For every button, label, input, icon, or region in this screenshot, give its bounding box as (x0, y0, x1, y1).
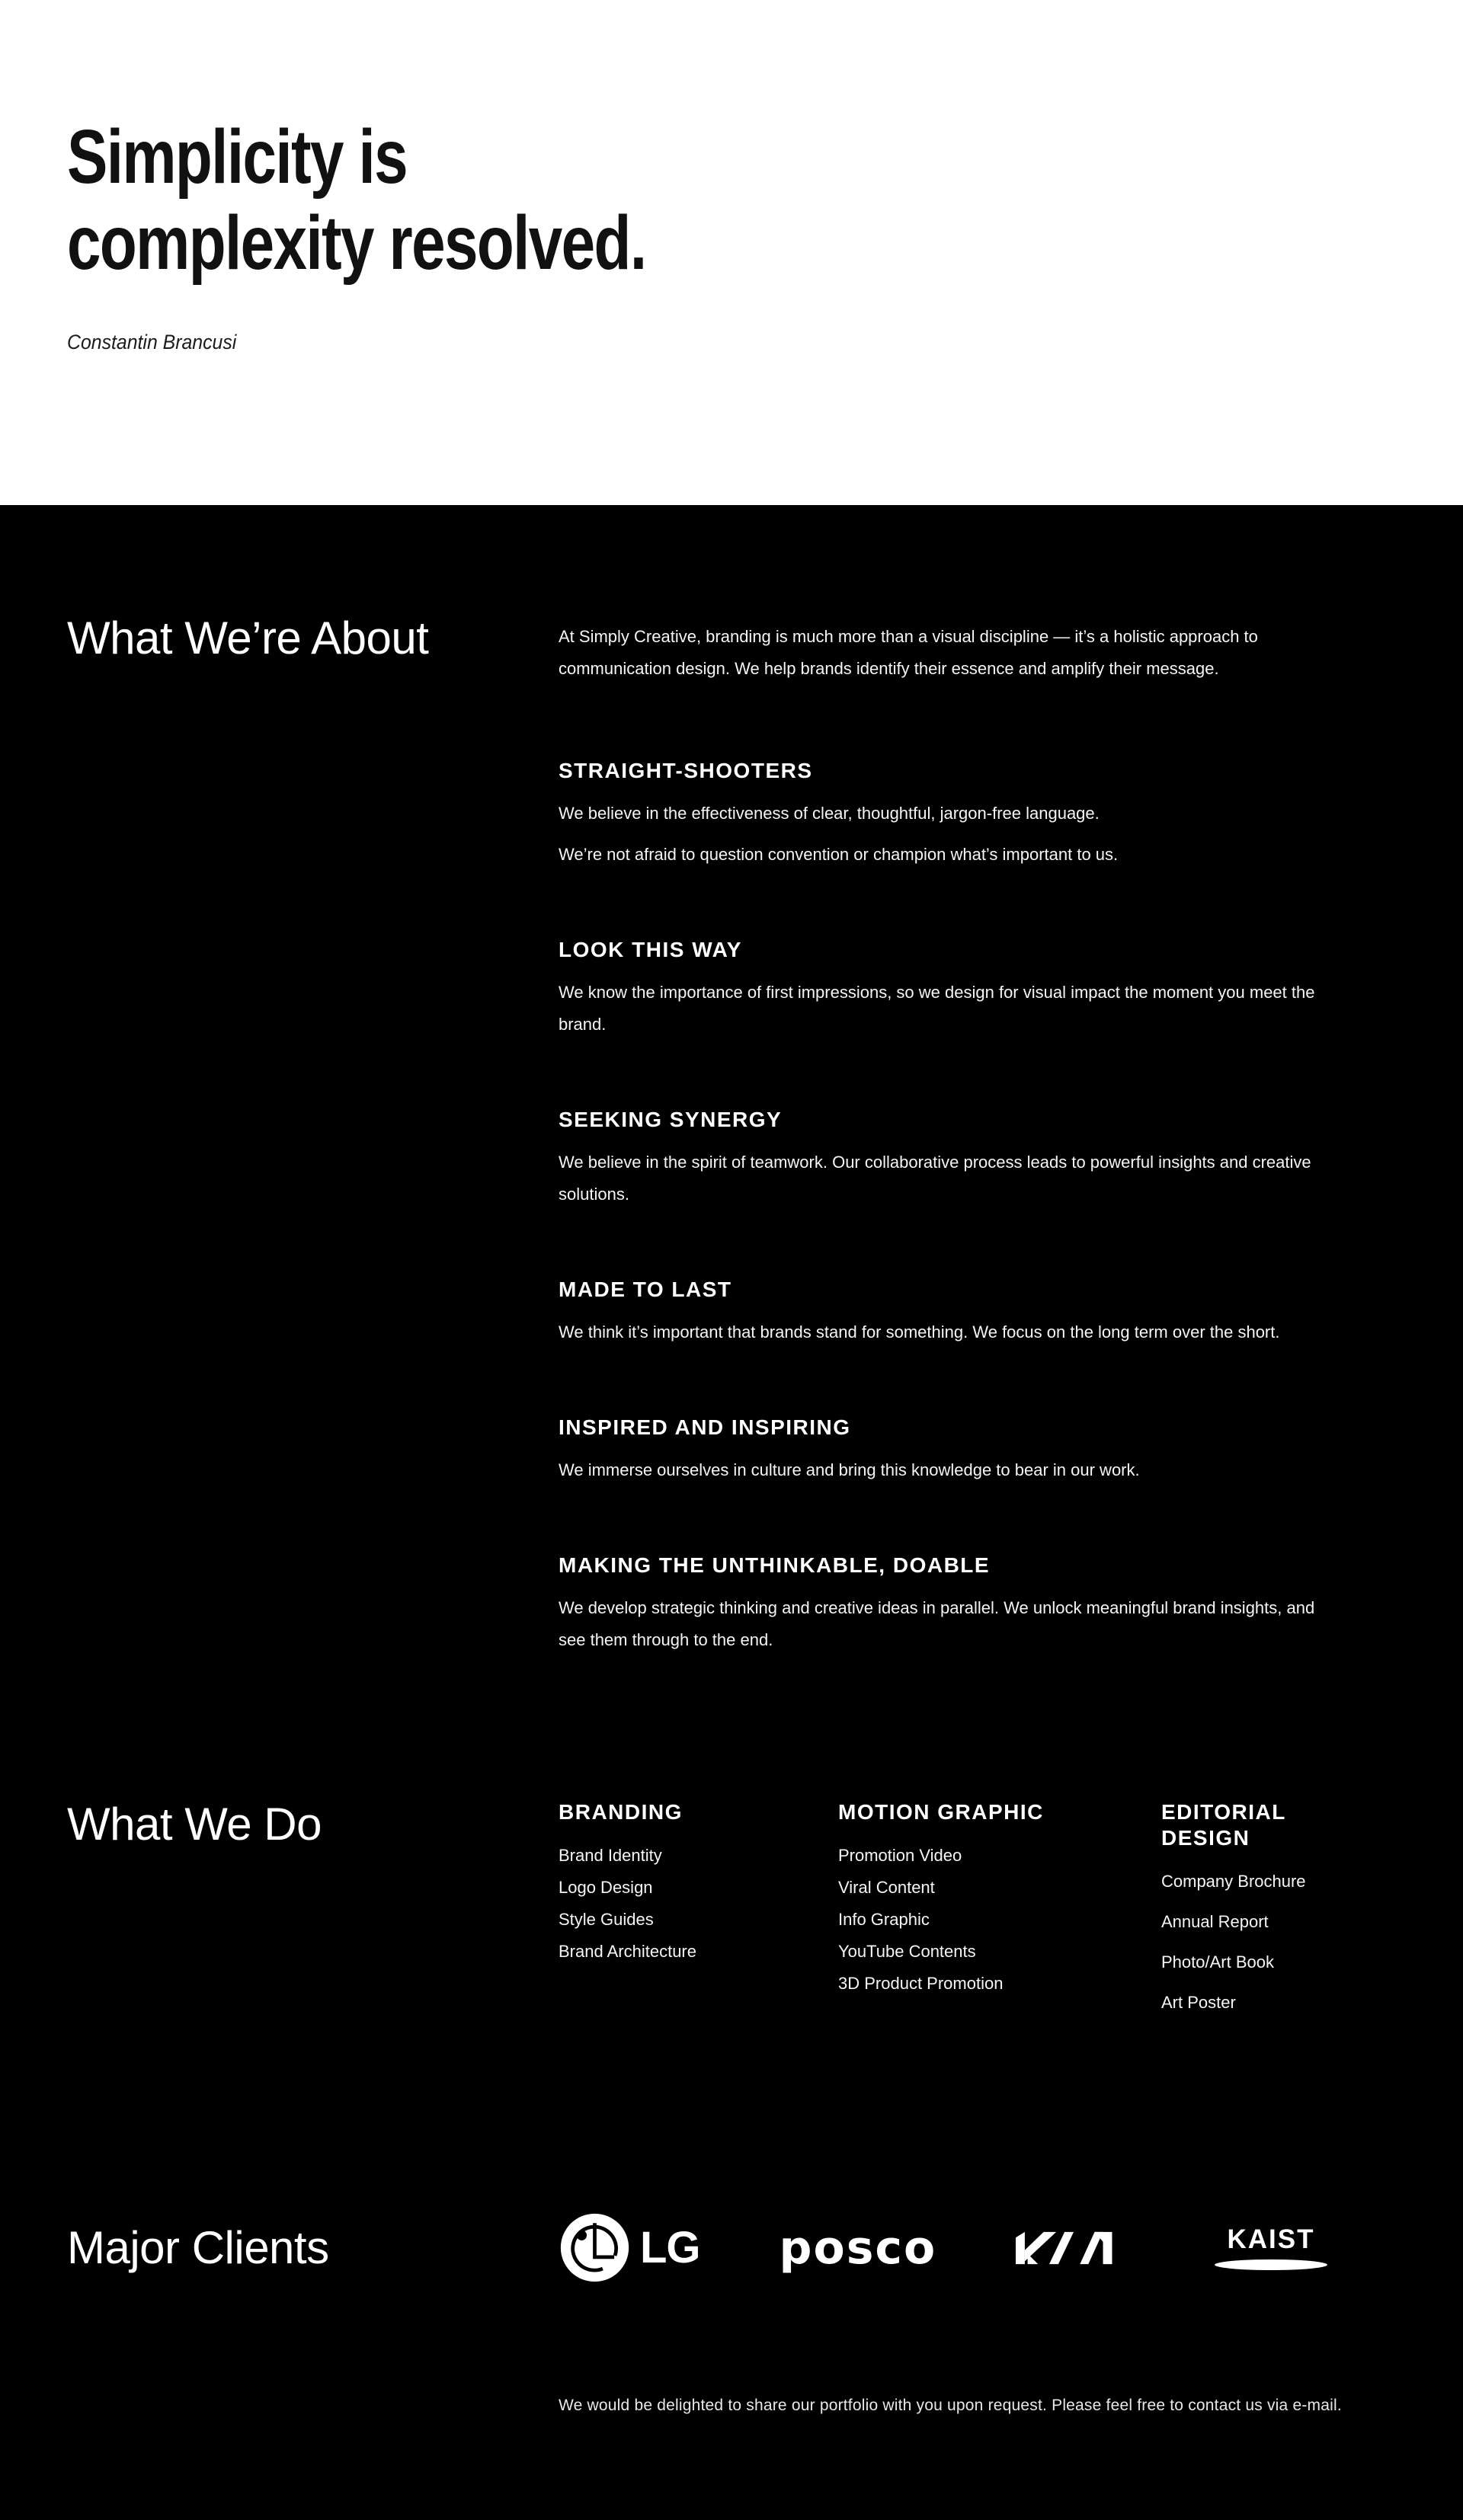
posco-logo: posco (779, 2221, 937, 2275)
clients-section (0, 2211, 1463, 2284)
value-title: LOOK THIS WAY (559, 938, 742, 961)
about-content (559, 613, 1328, 1656)
service-item: Photo/Art Book (1161, 1952, 1274, 1972)
lg-logo (559, 2211, 700, 2284)
dark-area (0, 505, 1463, 2491)
services-section (0, 1799, 1463, 2032)
clients-heading: Major Clients (67, 2221, 329, 2273)
kaist-ellipse-icon (1214, 2259, 1328, 2271)
column-title: BRANDING (559, 1800, 683, 1824)
value-paragraph: We believe in the effectiveness of clear, thoughtful, jargon-free language. (559, 804, 1100, 823)
hero-section (0, 0, 1463, 505)
services-heading: What We Do (67, 1799, 322, 1850)
about-values (559, 758, 1328, 1656)
value-title: MAKING THE UNTHINKABLE, DOABLE (559, 1553, 991, 1577)
value-paragraph: We believe in the spirit of teamwork. Our collaborative process leads to powerful insights and creative solutions. (559, 1153, 1311, 1204)
service-list (559, 1845, 838, 1962)
value-block-making-the-unthinkable-doable (559, 1553, 1328, 1656)
value-block-inspired-and-inspiring (559, 1415, 1328, 1486)
value-block-straight-shooters (559, 758, 1328, 871)
value-title: INSPIRED AND INSPIRING (559, 1415, 851, 1439)
service-item: Brand Architecture (559, 1942, 696, 1961)
value-title: STRAIGHT-SHOOTERS (559, 759, 813, 782)
service-column-editorial-design (1161, 1799, 1328, 2032)
footer-note: We would be delighted to share our portfolio with you upon request. Please feel free to contact us via e-mail. (559, 2397, 1342, 2414)
value-title: MADE TO LAST (559, 1278, 732, 1301)
lg-symbol-icon (559, 2211, 631, 2284)
column-title: EDITORIAL DESIGN (1161, 1800, 1286, 1850)
hero-title (67, 114, 1463, 286)
hero-attribution: Constantin Brancusi (67, 331, 237, 353)
about-section (0, 613, 1463, 1656)
value-paragraph: We think it’s important that brands stand for something. We focus on the long term over the short. (559, 1322, 1280, 1342)
service-item: Company Brochure (1161, 1872, 1306, 1891)
column-title: MOTION GRAPHIC (838, 1800, 1044, 1824)
service-item: Annual Report (1161, 1912, 1269, 1931)
services-columns (559, 1799, 1328, 2032)
hero-title-line-1: Simplicity is (67, 114, 408, 200)
service-column-motion-graphic (838, 1799, 1161, 2032)
value-block-made-to-last (559, 1277, 1328, 1348)
service-list (1161, 1871, 1328, 2013)
service-item: 3D Product Promotion (838, 1974, 1004, 1993)
value-block-seeking-synergy (559, 1107, 1328, 1210)
hero-title-line-2: complexity resolved. (67, 200, 646, 286)
kia-logo (1016, 2231, 1135, 2265)
value-paragraph: We’re not afraid to question convention or champion what’s important to us. (559, 845, 1119, 864)
kaist-wordmark: KAIST (1227, 2224, 1315, 2254)
value-title: SEEKING SYNERGY (559, 1108, 783, 1131)
service-list (838, 1845, 1161, 1994)
about-intro: At Simply Creative, branding is much more than a visual discipline — it’s a holistic approach to communication design. We help brands identify their essence and amplify their message. (559, 627, 1258, 678)
about-heading: What We’re About (67, 612, 429, 664)
service-item: Art Poster (1161, 1993, 1236, 2012)
lg-wordmark: LG (640, 2223, 700, 2272)
service-item: Style Guides (559, 1910, 654, 1929)
service-item: Promotion Video (838, 1846, 962, 1865)
service-column-branding (559, 1799, 838, 2032)
footer (0, 2397, 1463, 2415)
value-block-look-this-way (559, 937, 1328, 1041)
service-item: YouTube Contents (838, 1942, 976, 1961)
value-paragraph: We know the importance of first impressions, so we design for visual impact the moment you meet the brand. (559, 983, 1315, 1034)
value-paragraph: We immerse ourselves in culture and bring this knowledge to bear in our work. (559, 1460, 1140, 1479)
service-item: Viral Content (838, 1878, 935, 1897)
service-item: Logo Design (559, 1878, 653, 1897)
service-item: Info Graphic (838, 1910, 930, 1929)
client-logos (559, 2211, 1328, 2284)
service-item: Brand Identity (559, 1846, 662, 1865)
kaist-logo (1214, 2224, 1328, 2271)
value-paragraph: We develop strategic thinking and creative ideas in parallel. We unlock meaningful brand insights, and see them through to the end. (559, 1598, 1315, 1649)
